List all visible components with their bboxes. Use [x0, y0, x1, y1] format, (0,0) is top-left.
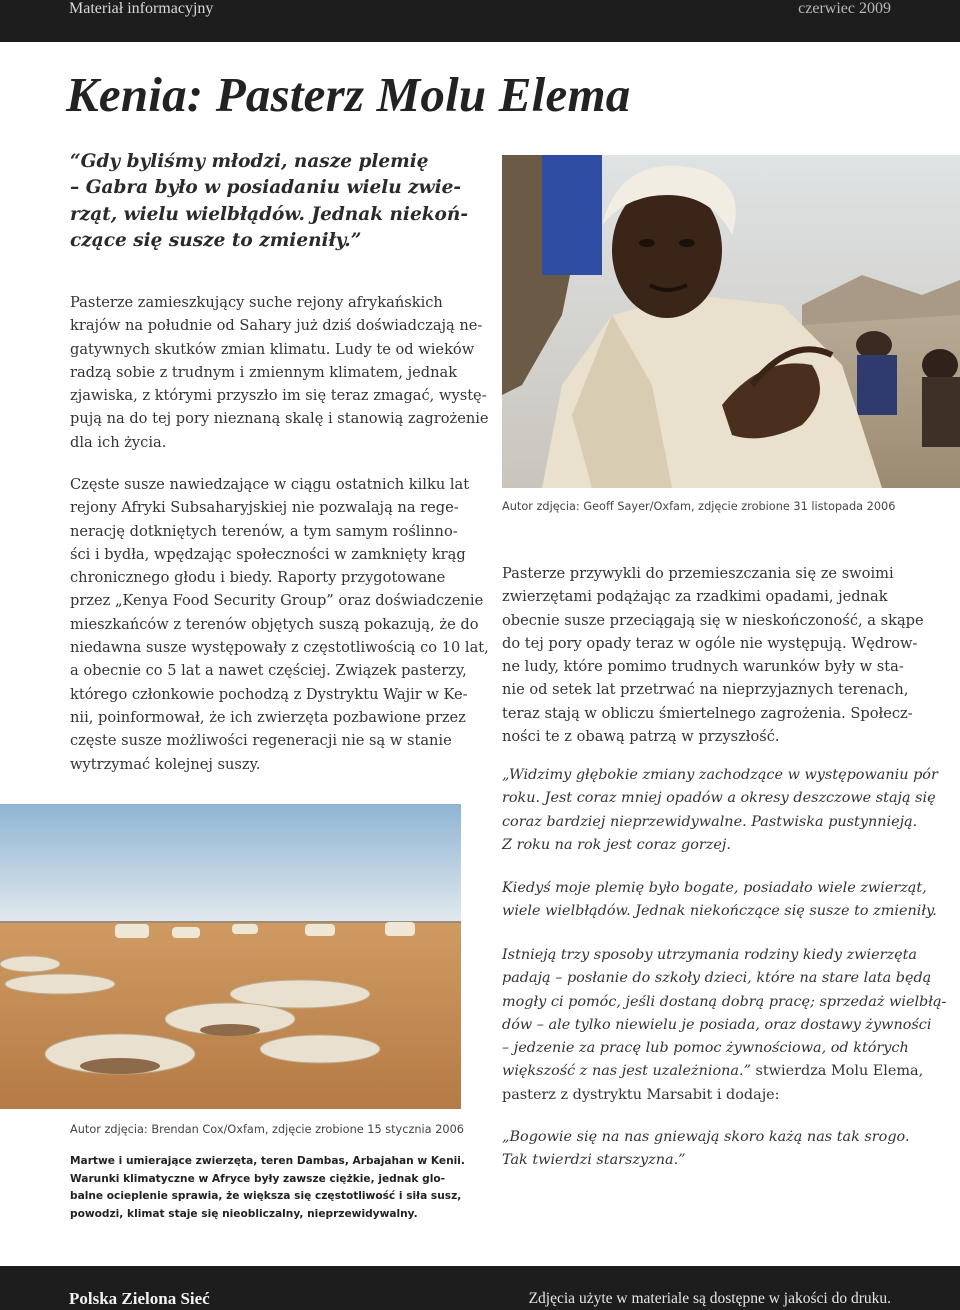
text-line: ści i bydła, wpędzając społeczności w zamknięty krąg [70, 545, 466, 563]
herder-portrait-photo [502, 155, 960, 488]
quote-end: większość z nas jest uzależniona.” [502, 1063, 751, 1080]
text-line: ne ludy, które pomimo trudnych warunków były w sta- [502, 658, 904, 676]
text-line: nerację dotkniętych terenów, a tym samym roślinno- [70, 522, 458, 540]
text-line: którego członkowie pochodzą z Dystryktu Wajir w Ke- [70, 685, 468, 703]
quote-line: coraz bardziej nieprzewidywalne. Pastwiska pustynnieją. [502, 813, 918, 830]
text-line: chronicznego głodu i biedy. Raporty przygotowane [70, 569, 446, 587]
quote-line: „Bogowie się na nas gniewają skoro każą nas tak srogo. [502, 1129, 910, 1145]
text-line: rejony Afryki Subsaharyjskiej nie pozwalają na rege- [70, 499, 459, 517]
caption-line: powodzi, klimat staje się nieobliczalny, nieprzewidywalny. [70, 1207, 418, 1220]
text-line: dla ich życia. [70, 433, 167, 451]
text-line: gatywnych skutków zmian klimatu. Ludy te od wieków [70, 340, 475, 358]
header-label: Materiał informacyjny [69, 0, 214, 17]
text-line: Pasterze zamieszkujący suche rejony afrykańskich [70, 294, 443, 311]
text-line: nii, poinformował, że ich zwierzęta pozbawione przez [70, 708, 466, 726]
text-line: zjawiska, z którymi przyszło im się teraz zmagać, wystę- [70, 387, 487, 405]
quote-line: – jedzenie za pracę lub pomoc żywnościowa, od których [502, 1040, 909, 1057]
text-line: przez „Kenya Food Security Group” oraz doświadczenie [70, 592, 484, 610]
quote-attribution: stwierdza Molu Elema, [750, 1063, 924, 1080]
lead-quote-line: czące się susze to zmieniły.” [70, 229, 362, 251]
quote-line: padają – posłanie do szkoły dzieci, które na stare lata będą [502, 970, 932, 987]
quote-line: Istnieją trzy sposoby utrzymania rodziny kiedy zwierzęta [502, 947, 917, 963]
page-title: Kenia: Pasterz Molu Elema [66, 67, 631, 122]
quote-line: Z roku na rok jest coraz gorzej. [502, 836, 731, 853]
text-line: nie od setek lat przetrwać na nieprzyjaznych terenach, [502, 681, 909, 699]
header-date: czerwiec 2009 [798, 0, 891, 17]
text-line: pują na do tej pory nieznaną skalę i stanowią zagrożenie [70, 410, 489, 428]
photo1-credit: Autor zdjęcia: Geoff Sayer/Oxfam, zdjęcie zrobione 31 listopada 2006 [502, 500, 896, 513]
lead-quote-line: – Gabra było w posiadaniu wielu zwie- [70, 177, 462, 199]
text-line: radzą sobie z trudnym i zmiennym klimatem, jednak [70, 363, 458, 381]
lead-quote-line: rząt, wielu wielbłądów. Jednak niekoń- [70, 203, 469, 225]
caption-line: Warunki klimatyczne w Afryce były zawsze ciężkie, jednak glo- [70, 1172, 446, 1185]
quote-line: roku. Jest coraz mniej opadów a okresy deszczowe stają się [502, 790, 936, 807]
quote-line: Tak twierdzi starszyzna.” [502, 1152, 686, 1169]
quote-gods [502, 1126, 910, 1173]
quote-line: mogły ci pomóc, jeśli dostaną dobrą pracę; sprzedaż wielbłą- [502, 993, 947, 1010]
quote-attribution-line: pasterz z dystryktu Marsabit i dodaje: [502, 1086, 780, 1103]
quote-line [502, 1060, 946, 1083]
text-line: Częste susze nawiedzające w ciągu ostatnich kilku lat [70, 476, 470, 493]
text-line: do tej pory opady teraz w ogóle nie występują. Wędrow- [502, 634, 918, 652]
caption-line: balne ocieplenie sprawia, że większa się częstotliwość i siła susz, [70, 1190, 462, 1203]
paragraph-intro [70, 291, 489, 454]
quote-seasons [502, 764, 938, 857]
text-line: częste susze możliwości regeneracji nie są w stanie [70, 732, 452, 750]
quote-ways [502, 944, 946, 1107]
quote-line: Kiedyś moje plemię było bogate, posiadało wiele zwierząt, [502, 880, 927, 896]
paragraph-droughts [70, 473, 489, 776]
quote-line: „Widzimy głębokie zmiany zachodzące w występowaniu pór [502, 767, 938, 783]
quote-tribe [502, 877, 937, 924]
text-line: teraz stają w obliczu śmiertelnego zagrożenia. Społecz- [502, 704, 913, 722]
text-line: wytrzymać kolejnej suszy. [70, 755, 261, 773]
header-bar [0, 0, 960, 42]
text-line: Pasterze przywykli do przemieszczania się ze swoimi [502, 565, 894, 582]
text-line: obecnie susze przeciągają się w nieskończoność, a skąpe [502, 611, 924, 629]
lead-quote [70, 149, 480, 254]
caption-line: Martwe i umierające zwierzęta, teren Dambas, Arbajahan w Kenii. [70, 1155, 465, 1167]
text-line: niedawna susze występowały z częstotliwością co 10 lat, [70, 639, 489, 657]
quote-line: wiele wielbłądów. Jednak niekończące się susze to zmieniły. [502, 903, 937, 920]
photo2-credit: Autor zdjęcia: Brendan Cox/Oxfam, zdjęcie zrobione 15 stycznia 2006 [70, 1123, 464, 1136]
dead-animals-photo [0, 804, 461, 1109]
footer-note: Zdjęcia użyte w materiale są dostępne w jakości do druku. [528, 1290, 891, 1307]
footer-org-name: Polska Zielona Sieć [69, 1289, 210, 1308]
text-line: a obecnie co 5 lat a nawet częściej. Związek pasterzy, [70, 662, 467, 680]
lead-quote-line: “Gdy byliśmy młodzi, nasze plemię [70, 151, 429, 172]
text-line: ności te z obawą patrzą w przyszłość. [502, 728, 780, 746]
footer-bar [0, 1266, 960, 1310]
text-line: mieszkańców z terenów objętych suszą pokazują, że do [70, 615, 479, 633]
paragraph-nomads [502, 562, 924, 748]
photo2-caption [70, 1153, 465, 1223]
text-line: zwierzętami podążając za rzadkimi opadami, jednak [502, 588, 888, 606]
text-line: krajów na południe od Sahary już dziś doświadczają ne- [70, 317, 483, 335]
quote-line: dów – ale tylko niewielu je posiada, oraz dostawy żywności [502, 1016, 932, 1033]
